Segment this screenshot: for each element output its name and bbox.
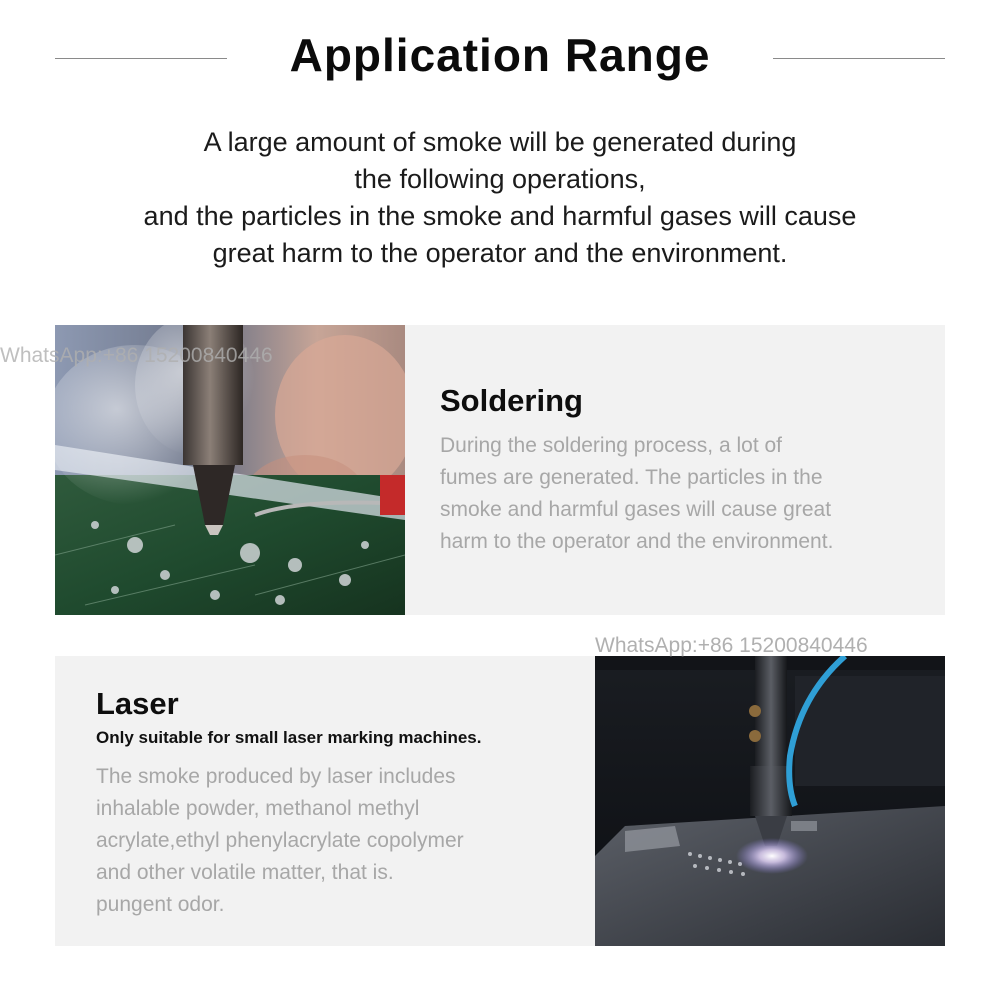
laser-subtitle: Only suitable for small laser marking machines. — [96, 728, 482, 747]
soldering-title: Soldering — [440, 383, 583, 418]
soldering-photo — [55, 325, 405, 615]
laser-card — [55, 656, 945, 946]
watermark: WhatsApp:+86 15200840446 — [0, 344, 273, 367]
description-line: The smoke produced by laser includes — [96, 765, 456, 788]
description-line: inhalable powder, methanol methyl — [96, 797, 420, 820]
intro-line: A large amount of smoke will be generated during — [203, 127, 797, 157]
description-line: fumes are generated. The particles in the — [440, 466, 823, 489]
intro-paragraph — [40, 124, 960, 272]
page-title: Application Range — [289, 29, 711, 81]
laser-photo — [595, 656, 945, 946]
soldering-description — [440, 430, 833, 558]
description-line: smoke and harmful gases will cause great — [440, 498, 832, 521]
watermark: WhatsApp:+86 15200840446 — [595, 634, 868, 657]
soldering-card — [55, 325, 945, 615]
description-line: acrylate,ethyl phenylacrylate copolymer — [96, 829, 464, 852]
description-line: and other volatile matter, that is. — [96, 861, 394, 884]
description-line: pungent odor. — [96, 893, 225, 916]
description-line: During the soldering process, a lot of — [440, 434, 783, 457]
laser-title: Laser — [96, 686, 179, 721]
laser-description — [96, 761, 464, 921]
description-line: harm to the operator and the environment. — [440, 530, 834, 553]
intro-line: the following operations, — [354, 164, 646, 194]
title-rule-right — [773, 58, 945, 59]
intro-line: great harm to the operator and the environment. — [212, 238, 788, 268]
intro-line: and the particles in the smoke and harmful gases will cause — [143, 201, 857, 231]
